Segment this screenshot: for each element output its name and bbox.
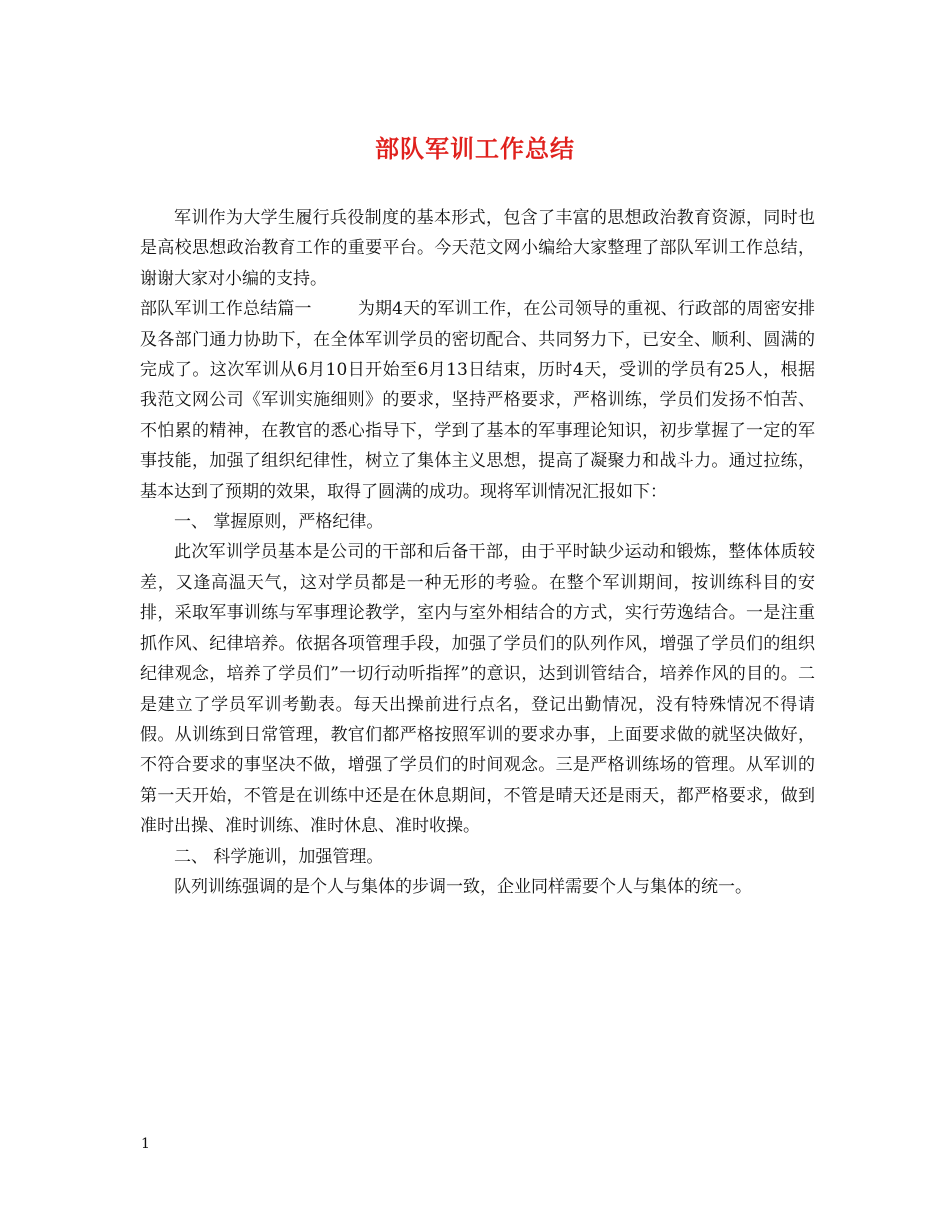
section-label: 部队军训工作总结篇一 <box>140 299 312 320</box>
document-body <box>140 203 815 902</box>
intro-paragraph: 军训作为大学生履行兵役制度的基本形式，包含了丰富的思想政治教育资源，同时也是高校思想政治教育工作的重要平台。今天范文网小编给大家整理了部队军训工作总结，谢谢大家对小编的支持。 <box>140 208 815 289</box>
page-number: 1 <box>141 1136 150 1152</box>
section-body: 为期4天的军训工作，在公司领导的重视、行政部的周密安排及各部门通力协助下，在全体军训学员的密切配合、共同努力下，已安全、顺利、圆满的完成了。这次军训从6月10日开始至6月13日结束，历时4天，受训的学员有25人，根据我范文网公司《军训实施细则》的要求，坚持严格要求，严格训练，学员们发扬不怕苦、不怕累的精神，在教官的悉心指导下，学到了基本的军事理论知识，初步掌握了一定的军事技能，加强了组织纪律性，树立了集体主义思想，提高了凝聚力和战斗力。通过拉练，基本达到了预期的效果，取得了圆满的成功。现将军训情况汇报如下： <box>140 299 815 502</box>
section-paragraph <box>140 294 815 507</box>
heading-management: 二、 科学施训，加强管理。 <box>174 846 384 867</box>
heading-discipline: 一、 掌握原则，严格纪律。 <box>174 512 384 533</box>
page-title: 部队军训工作总结 <box>375 134 575 163</box>
management-paragraph: 队列训练强调的是个人与集体的步调一致，企业同样需要个人与集体的统一。 <box>174 876 752 897</box>
discipline-paragraph: 此次军训学员基本是公司的干部和后备干部，由于平时缺少运动和锻炼，整体体质较差，又逢高温天气，这对学员都是一种无形的考验。在整个军训期间，按训练科目的安排，采取军事训练与军事理论教学，室内与室外相结合的方式，实行劳逸结合。一是注重抓作风、纪律培养。依据各项管理手段，加强了学员们的队列作风，增强了学员们的组织纪律观念，培养了学员们”一切行动听指挥”的意识，达到训管结合，培养作风的目的。二是建立了学员军训考勤表。每天出操前进行点名，登记出勤情况，没有特殊情况不得请假。从训练到日常管理，教官们都严格按照军训的要求办事，上面要求做的就坚决做好，不符合要求的事坚决不做，增强了学员们的时间观念。三是严格训练场的管理。从军训的第一天开始，不管是在训练中还是在休息期间，不管是晴天还是雨天，都严格要求，做到准时出操、准时训练、准时休息、准时收操。 <box>140 542 815 837</box>
